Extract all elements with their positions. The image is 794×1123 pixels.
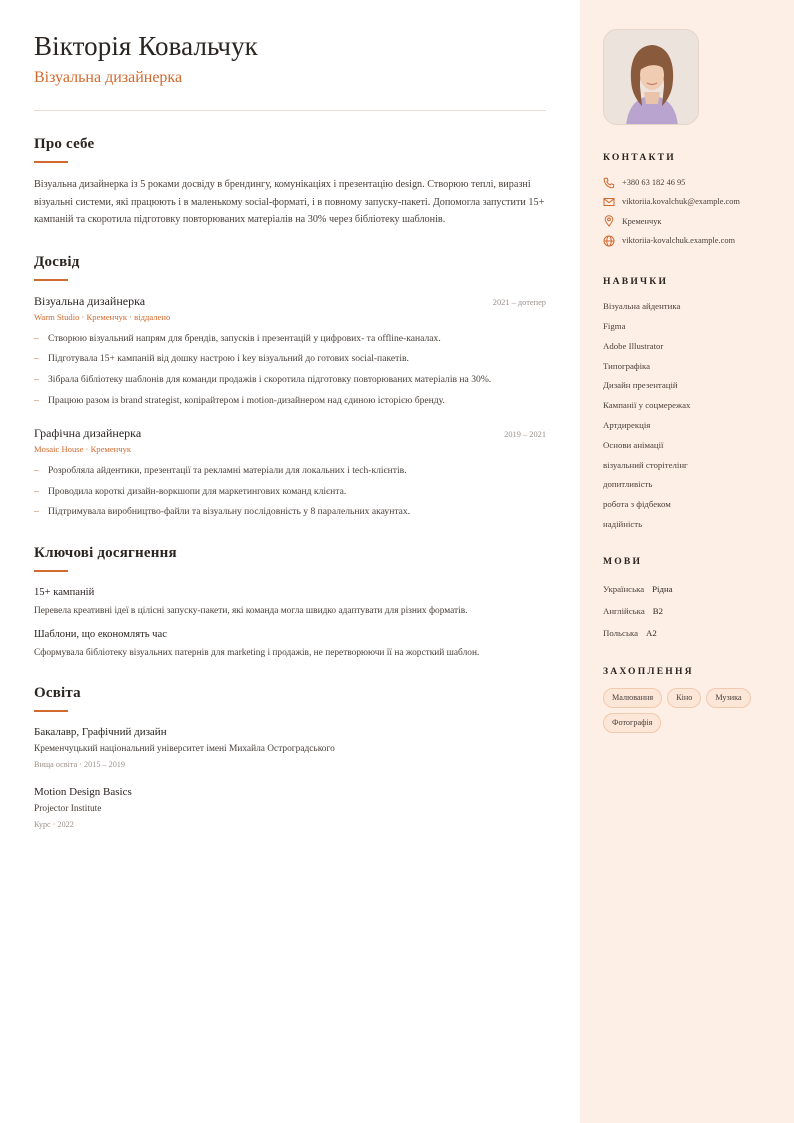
- contact-phone[interactable]: [603, 173, 774, 192]
- skill-item: Кампанії у соцмережах: [603, 400, 691, 411]
- contacts-section: [603, 152, 774, 250]
- language-item: [603, 600, 774, 622]
- language-name: Англійська: [603, 605, 645, 616]
- education-meta: Вища освіта · 2015 – 2019: [34, 759, 125, 769]
- job-dates: 2019 – 2021: [504, 430, 546, 440]
- skill-item: Figma: [603, 320, 626, 331]
- candidate-role: Візуальна дизайнерка: [34, 69, 183, 86]
- job-bullet: – Створюю візуальний напрям для брендів, запусків і презентацій у цифрових- та offline-каналах.: [34, 329, 546, 350]
- skill-item: Основи анімації: [603, 439, 664, 450]
- job-title: Візуальна дизайнерка: [34, 293, 146, 308]
- section-accent-bar: [34, 710, 68, 712]
- skill-item: Типографіка: [603, 360, 651, 371]
- skill-item: допитливість: [603, 479, 653, 490]
- job-entry: [34, 425, 546, 523]
- skill-item: Візуальна айдентика: [603, 301, 681, 312]
- hobby-chip: Кіно: [667, 688, 701, 708]
- section-accent-bar: [34, 161, 68, 163]
- job-entry: [34, 293, 546, 411]
- skill-item: Дизайн презентацій: [603, 380, 678, 391]
- job-dates: 2021 – дотепер: [492, 297, 546, 307]
- hobby-chip: Фотографія: [603, 713, 661, 733]
- language-level: Рідна: [652, 583, 673, 594]
- sidebar: [580, 0, 794, 1123]
- job-bullets: [34, 461, 546, 523]
- hobby-chip: Малювання: [603, 688, 662, 708]
- job-bullet: – Проводила короткі дизайн-воркшопи для маркетингових команд клієнта.: [34, 482, 546, 503]
- skill-item: робота з фідбеком: [603, 499, 671, 510]
- language-level: B2: [652, 605, 664, 616]
- about-section: [34, 135, 546, 229]
- language-item: [603, 578, 774, 600]
- education-item: [34, 725, 546, 771]
- skill-list: [603, 297, 774, 535]
- job-organization: Mosaic House · Кременчук: [34, 444, 132, 455]
- languages-section: [603, 556, 774, 644]
- achievements-section: [34, 544, 546, 660]
- skills-title: НАВИЧКИ: [603, 276, 669, 288]
- portrait-illustration: [604, 30, 699, 125]
- contacts-title: КОНТАКТИ: [603, 152, 676, 163]
- mail-icon: [603, 196, 615, 208]
- hobbies-section: [603, 666, 774, 738]
- skills-section: [603, 276, 774, 535]
- job-bullet: – Розробляла айдентики, презентації та рекламні матеріали для локальних і tech-клієнтів.: [34, 461, 546, 482]
- education-item: [34, 785, 546, 831]
- achievements-title: Ключові досягнення: [34, 544, 177, 561]
- job-bullets: [34, 329, 546, 411]
- education-title: Освіта: [34, 684, 81, 701]
- contact-location: [603, 212, 774, 231]
- languages-title: МОВИ: [603, 555, 643, 567]
- achievement-description: Сформувала бібліотеку візуальних патернів для marketing і продажів, не перетворюючи її на жорсткий шаблон.: [34, 647, 480, 658]
- job-bullet: – Підтримувала виробництво-файли та візуальну послідовність у 8 паралельних акаунтах.: [34, 502, 546, 523]
- contact-list: [603, 173, 774, 250]
- language-name: Польська: [603, 627, 638, 638]
- achievement-title: 15+ кампаній: [34, 586, 95, 598]
- language-name: Українська: [603, 583, 645, 594]
- section-accent-bar: [34, 570, 68, 572]
- skill-item: візуальний сторітелінг: [603, 459, 688, 470]
- education-degree: Motion Design Basics: [34, 785, 132, 798]
- globe-icon: [603, 235, 615, 247]
- language-item: [603, 622, 774, 644]
- hobby-chips: [603, 688, 773, 738]
- location-icon: [603, 215, 615, 227]
- profile-photo: [603, 29, 699, 125]
- experience-title: Досвід: [34, 253, 80, 270]
- hobby-chip: Музика: [706, 688, 750, 708]
- job-bullet: – Працюю разом із brand strategist, копірайтером і motion-дизайнером над єдиною історією бренду.: [34, 391, 546, 412]
- candidate-name: Вікторія Ковальчук: [34, 31, 258, 61]
- contact-location-text: Кременчук: [622, 216, 662, 226]
- job-bullet: – Підготувала 15+ кампаній від дошку настрою і key візуальний до готових social-пакетів.: [34, 349, 546, 370]
- education-meta: Курс · 2022: [34, 819, 74, 829]
- contact-website-text: viktoriia-kovalchuk.example.com: [622, 236, 736, 246]
- contact-website[interactable]: [603, 231, 774, 250]
- contact-email-text: viktoriia.kovalchuk@example.com: [622, 197, 740, 207]
- achievement-title: Шаблони, що економлять час: [34, 628, 167, 640]
- language-level: A2: [646, 627, 657, 638]
- experience-section: [34, 253, 546, 523]
- education-section: [34, 684, 546, 831]
- contact-email[interactable]: [603, 192, 774, 211]
- language-list: [603, 578, 774, 644]
- phone-icon: [603, 177, 615, 189]
- skill-item: Артдирекція: [603, 419, 651, 430]
- education-degree: Бакалавр, Графічний дизайн: [34, 725, 167, 738]
- header-divider: [34, 110, 546, 111]
- achievement-item: [34, 586, 546, 618]
- skill-item: надійність: [603, 518, 643, 529]
- section-accent-bar: [34, 279, 68, 281]
- about-text: Візуальна дизайнерка із 5 роками досвіду в брендингу, комунікаціях і презентацію design. Створюю теплі, виразні візуальні системи, які працюють і в маленькому social-форматі, і в повному запуску-пакеті. Допомогла запустити 15+ кампаній та скоротила підготовку повторюваних матеріалів на 30% через бібліотеку шаблонів.: [34, 179, 545, 226]
- job-organization: Warm Studio · Кременчук · віддалено: [34, 311, 171, 322]
- job-bullet: – Зібрала бібліотеку шаблонів для команди продажів і скоротила підготовку повторюваних матеріалів на 30%.: [34, 370, 546, 391]
- about-title: Про себе: [34, 136, 95, 152]
- achievement-item: [34, 628, 546, 660]
- skill-item: Adobe Illustrator: [603, 340, 664, 351]
- hobbies-title: ЗАХОПЛЕННЯ: [603, 665, 694, 677]
- education-school: Projector Institute: [34, 803, 102, 814]
- job-title: Графічна дизайнерка: [34, 426, 142, 441]
- contact-phone-text: +380 63 182 46 95: [622, 178, 686, 188]
- achievement-description: Перевела креативні ідеї в цілісні запуску-пакети, які команда могла швидко адаптувати для різних форматів.: [34, 605, 468, 616]
- education-school: Кременчуцький національний університет імені Михайла Остроградського: [34, 743, 335, 754]
